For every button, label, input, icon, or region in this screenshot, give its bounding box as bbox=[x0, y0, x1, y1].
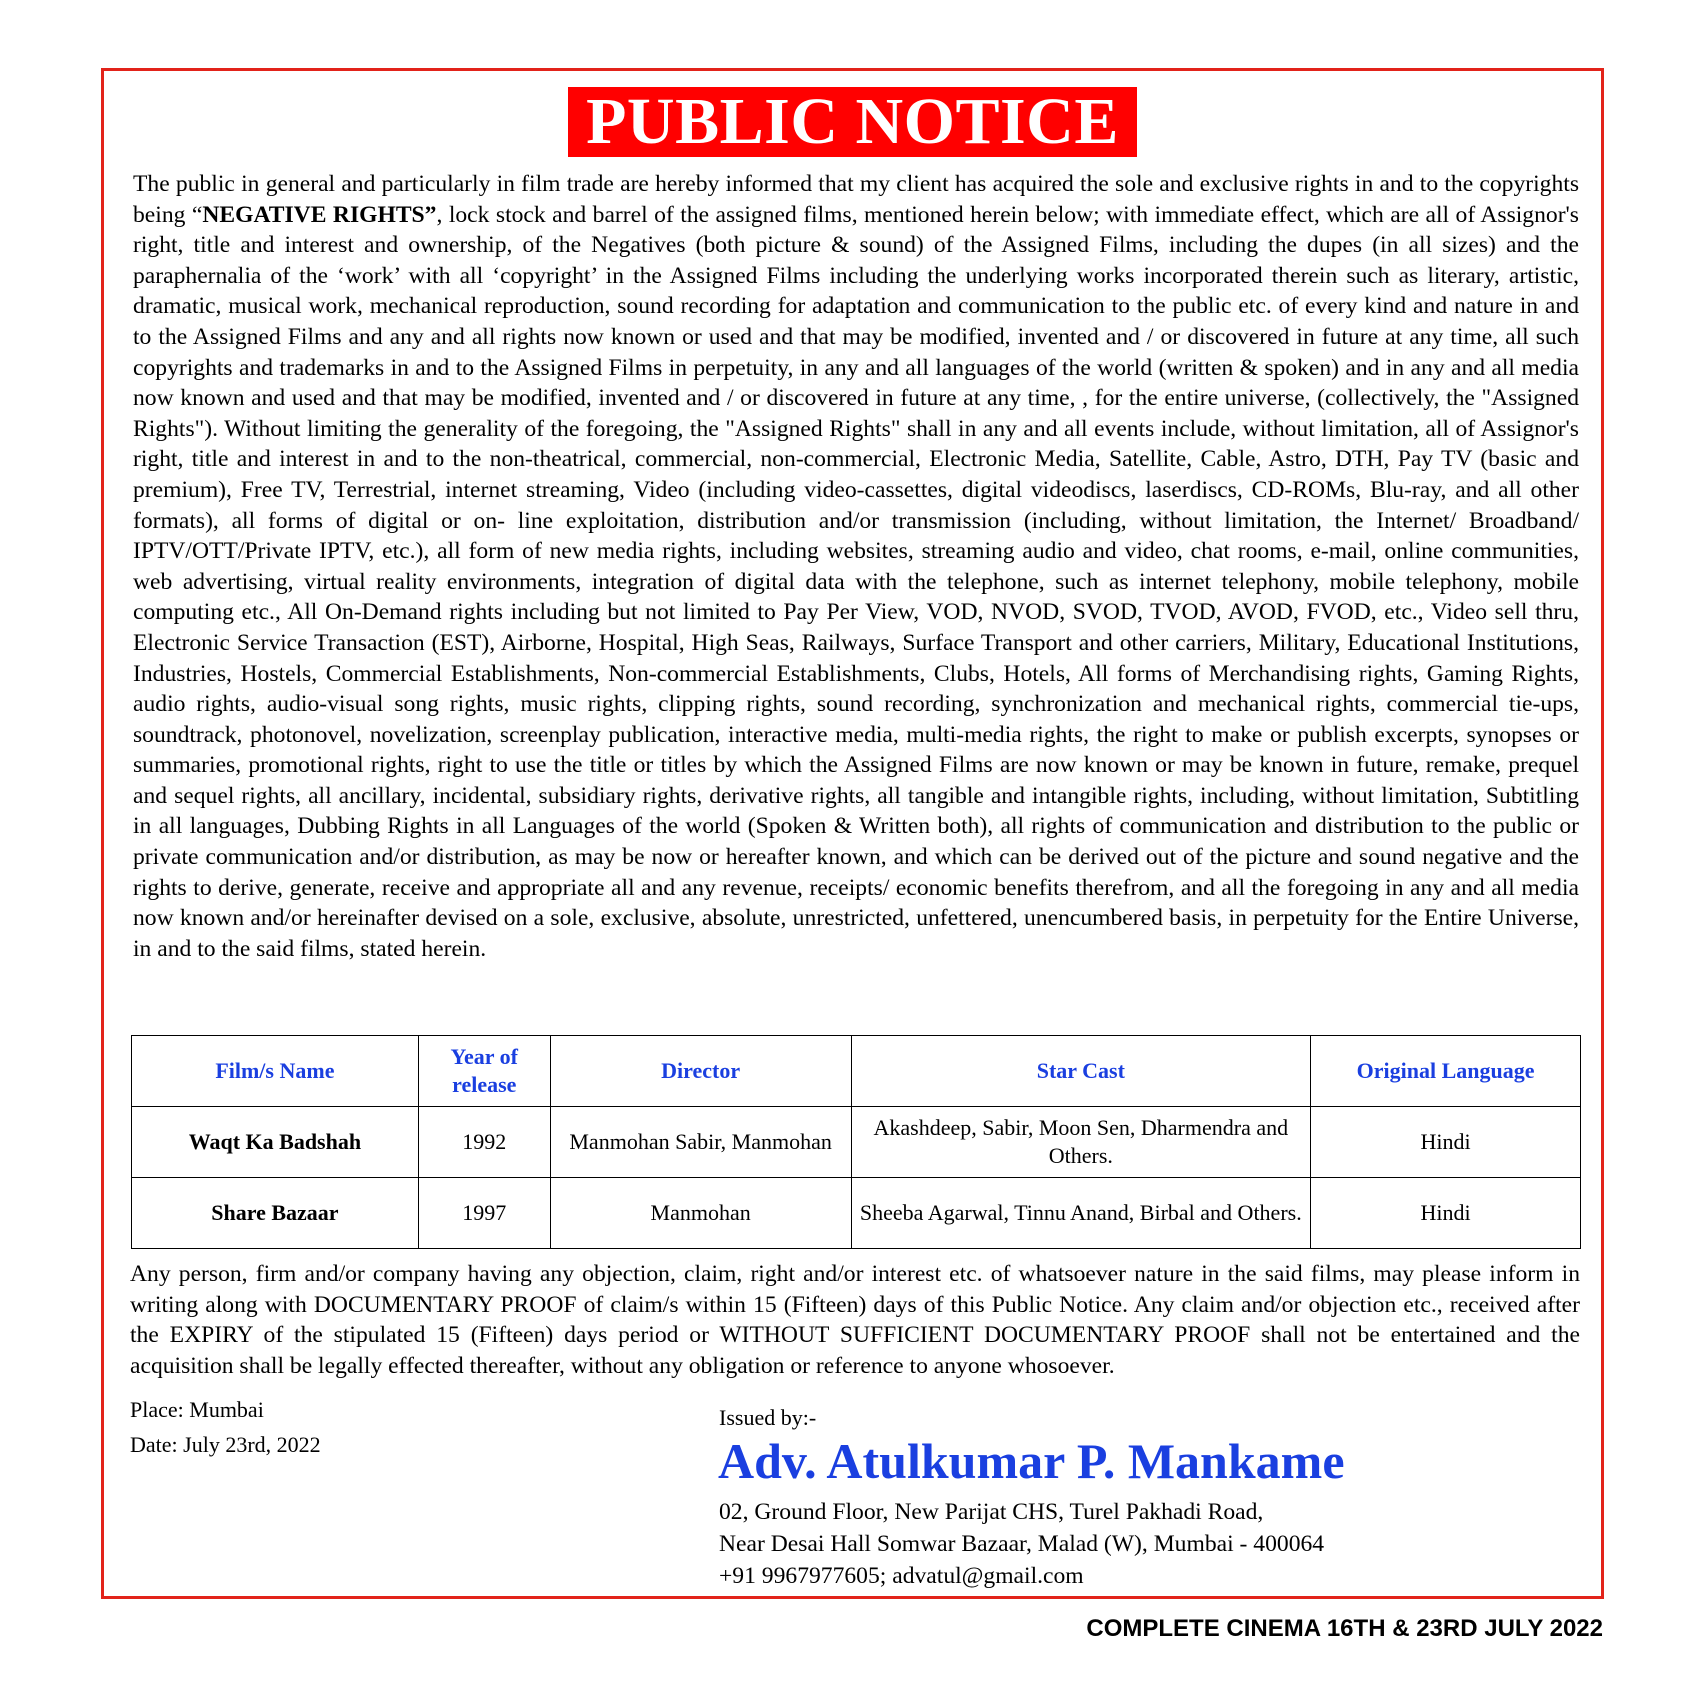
cell-language: Hindi bbox=[1311, 1178, 1581, 1249]
cell-star-cast: Akashdeep, Sabir, Moon Sen, Dharmendra and Others. bbox=[851, 1107, 1311, 1178]
films-table bbox=[131, 1035, 1581, 1249]
advocate-name: Adv. Atulkumar P. Mankame bbox=[718, 1433, 1345, 1489]
header-director: Director bbox=[550, 1036, 851, 1107]
cell-year: 1997 bbox=[418, 1178, 550, 1249]
date-line: Date: July 23rd, 2022 bbox=[130, 1432, 321, 1457]
notice-frame bbox=[101, 68, 1604, 1599]
cell-star-cast: Sheeba Agarwal, Tinnu Anand, Birbal and Others. bbox=[851, 1178, 1311, 1249]
table-row bbox=[132, 1178, 1581, 1249]
cell-film-name: Share Bazaar bbox=[132, 1178, 419, 1249]
header-year: Year of release bbox=[418, 1036, 550, 1107]
title-wrap bbox=[104, 87, 1601, 157]
header-star-cast: Star Cast bbox=[851, 1036, 1311, 1107]
intro-text-rest: , lock stock and barrel of the assigned films, mentioned herein below; with immediate effect, which are all of Assignor's right, title and interest and ownership, of the Negatives (both picture & sound) of the Assigned Films, including the dupes (in all sizes) and the paraphernalia of the ‘work’ with all ‘copyright’ in the Assigned Films including the underlying works incorporated therein such as literary, artistic, dramatic, musical work, mechanical reproduction, sound recording for adaptation and communication to the public etc. of every kind and nature in and to the Assigned Films and any and all rights now known or used and that may be modified, invented and / or discovered in future at any time, all such copyrights and trademarks in and to the Assigned Films in perpetuity, in any and all languages of the world (written & spoken) and in any and all media now known and used and that may be modified, invented and / or discovered in future at any time, , for the entire universe, (collectively, the "Assigned Rights"). Without limiting the generality of the foregoing, the "Assigned Rights" shall in any and all events include, without limitation, all of Assignor's right, title and interest in and to the non-theatrical, commercial, non-commercial, Electronic Media, Satellite, Cable, Astro, DTH, Pay TV (basic and premium), Free TV, Terrestrial, internet streaming, Video (including video-cassettes, digital videodiscs, laserdiscs, CD-ROMs, Blu-ray, and all other formats), all forms of digital or on- line exploitation, distribution and/or transmission (including, without limitation, the Internet/ Broadband/ IPTV/OTT/Private IPTV, etc.), all form of new media rights, including websites, streaming audio and video, chat rooms, e-mail, online communities, web advertising, virtual reality environments, integration of digital data with the telephone, such as internet telephony, mobile telephony, mobile computing etc., All On-Demand rights including but not limited to Pay Per View, VOD, NVOD, SVOD, TVOD, AVOD, FVOD, etc., Video sell thru, Electronic Service Transaction (EST), Airborne, Hospital, High Seas, Railways, Surface Transport and other carriers, Military, Educational Institutions, Industries, Hostels, Commercial Establishments, Non-commercial Establishments, Clubs, Hotels, All forms of Merchandising rights, Gaming Rights, audio rights, audio-visual song rights, music rights, clipping rights, sound recording, synchronization and mechanical rights, commercial tie-ups, soundtrack, photonovel, novelization, screenplay publication, interactive media, multi-media rights, the right to make or publish excerpts, synopses or summaries, promotional rights, right to use the title or titles by which the Assigned Films are now known or may be known in future, remake, prequel and sequel rights, all ancillary, incidental, subsidiary rights, derivative rights, all tangible and intangible rights, including, without limitation, Subtitling in all languages, Dubbing Rights in all Languages of the world (Spoken & Written both), all rights of communication and distribution to the public or private communication and/or distribution, as may be now or hereafter known, and which can be derived out of the picture and sound negative and the rights to derive, generate, receive and appropriate all and any revenue, receipts/ economic benefits therefrom, and all the foregoing in any and all media now known and/or hereinafter devised on a sole, exclusive, absolute, unrestricted, unfettered, unencumbered basis, in perpetuity for the Entire Universe, in and to the said films, stated herein. bbox=[133, 201, 1579, 962]
address-line-1: 02, Ground Floor, New Parijat CHS, Turel Pakhadi Road, bbox=[719, 1499, 1264, 1525]
intro-bold-term: NEGATIVE RIGHTS” bbox=[202, 201, 437, 228]
place-line: Place: Mumbai bbox=[130, 1397, 264, 1422]
cell-film-name: Waqt Ka Badshah bbox=[132, 1107, 419, 1178]
cell-language: Hindi bbox=[1311, 1107, 1581, 1178]
contact-line: +91 9967977605; advatul@gmail.com bbox=[719, 1563, 1084, 1589]
publication-footer: COMPLETE CINEMA 16TH & 23RD JULY 2022 bbox=[1086, 1615, 1603, 1642]
header-language: Original Language bbox=[1311, 1036, 1581, 1107]
header-film-name: Film/s Name bbox=[132, 1036, 419, 1107]
intro-text-start: The public in general and particularly in film trade are hereby informed that my client has acquired the sole and exclusive rights in and to the copyrights being “ bbox=[133, 171, 1579, 228]
address-line-2: Near Desai Hall Somwar Bazaar, Malad (W), Mumbai - 400064 bbox=[719, 1531, 1325, 1557]
cell-director: Manmohan Sabir, Manmohan bbox=[550, 1107, 851, 1178]
table-header-row bbox=[132, 1036, 1581, 1107]
table-row bbox=[132, 1107, 1581, 1178]
cell-director: Manmohan bbox=[550, 1178, 851, 1249]
closing-paragraph: Any person, firm and/or company having any objection, claim, right and/or interest etc. of whatsoever nature in the said films, may please inform in writing along with DOCUMENTARY PROOF of claim/s within 15 (Fifteen) days of this Public Notice. Any claim and/or objection etc., received after the EXPIRY of the stipulated 15 (Fifteen) days period or WITHOUT SUFFICIENT DOCUMENTARY PROOF shall not be entertained and the acquisition shall be legally effected thereafter, without any obligation or reference to anyone whosoever. bbox=[130, 1261, 1580, 1379]
intro-paragraph bbox=[133, 169, 1579, 964]
notice-title: PUBLIC NOTICE bbox=[568, 87, 1137, 157]
cell-year: 1992 bbox=[418, 1107, 550, 1178]
issued-by-label: Issued by:- bbox=[719, 1405, 817, 1430]
